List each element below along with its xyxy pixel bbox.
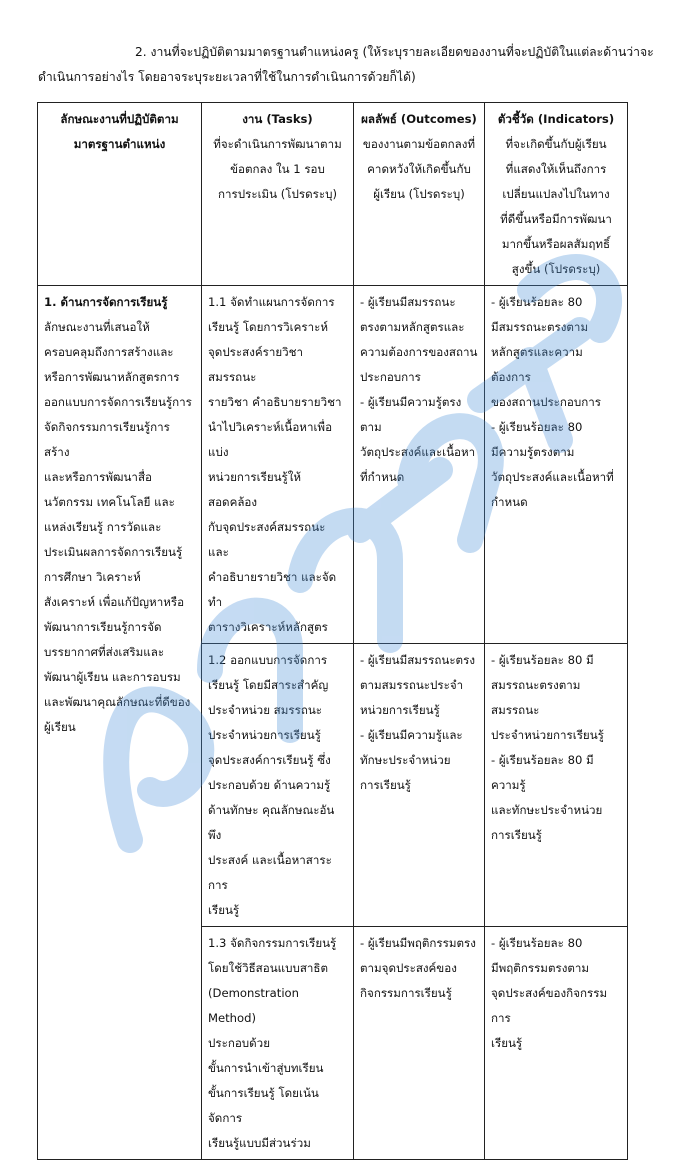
- header-area-title: ลักษณะงานที่ปฏิบัติตาม มาตรฐานตำแหน่ง: [60, 112, 179, 151]
- intro-line-1: 2. งานที่จะปฏิบัติตามมาตรฐานตำแหน่งครู (ให้ระบุรายละเอียดของงานที่จะปฏิบัติในแต่ละด้านว่าจะ: [135, 45, 654, 59]
- area-title: 1. ด้านการจัดการเรียนรู้: [44, 295, 168, 309]
- header-tasks-title: งาน (Tasks): [242, 112, 313, 126]
- header-col-outcomes: [354, 103, 485, 286]
- outcome-cell: - ผู้เรียนมีพฤติกรรมตรง ตามจุดประสงค์ของ กิจกรรมการเรียนรู้: [354, 927, 485, 1160]
- area-cell: [38, 286, 202, 1160]
- indicator-cell: - ผู้เรียนร้อยละ 80 มีสมรรถนะตรงตาม หลักสูตรและความต้องการ ของสถานประกอบการ - ผู้เรียนร้อยละ 80 มีความรู้ตรงตาม วัตถุประสงค์และเนื้อหาที่ กำหนด: [485, 286, 628, 644]
- header-col-area: [38, 103, 202, 286]
- task-cell: 1.1 จัดทำแผนการจัดการ เรียนรู้ โดยการวิเคราะห์ จุดประสงค์รายวิชา สมรรถนะ รายวิชา คำอธิบายรายวิชา นำไปวิเคราะห์เนื้อหาเพื่อแบ่ง หน่วยการเรียนรู้ให้สอดคล้อง กับจุดประสงค์สมรรถนะ และ คำอธิบายรายวิชา และจัดทำ ตารางวิเคราะห์หลักสูตร: [202, 286, 354, 644]
- intro-paragraph: [38, 40, 654, 90]
- header-outcomes-desc: ของงานตามข้อตกลงที่ คาดหวังให้เกิดขึ้นกับ ผู้เรียน (โปรดระบุ): [362, 137, 476, 201]
- header-col-indicators: [485, 103, 628, 286]
- task-cell: 1.3 จัดกิจกรรมการเรียนรู้ โดยใช้วิธีสอนแบบสาธิต (Demonstration Method) ประกอบด้วย ขั้นการนำเข้าสู่บทเรียน ขั้นการเรียนรู้ โดยเน้นจัดการ เรียนรู้แบบมีส่วนร่วม: [202, 927, 354, 1160]
- header-outcomes-title: ผลลัพธ์ (Outcomes): [361, 112, 477, 126]
- header-indicators-title: ตัวชี้วัด (Indicators): [497, 112, 615, 126]
- outcome-cell: - ผู้เรียนมีสมรรถนะ ตรงตามหลักสูตรและ ความต้องการของสถาน ประกอบการ - ผู้เรียนมีความรู้ตรงตาม วัตถุประสงค์และเนื้อหา ที่กำหนด: [354, 286, 485, 644]
- header-col-tasks: [202, 103, 354, 286]
- table-row: [38, 286, 628, 644]
- indicator-cell: - ผู้เรียนร้อยละ 80 มี สมรรถนะตรงตามสมรรถนะ ประจำหน่วยการเรียนรู้ - ผู้เรียนร้อยละ 80 มีความรู้ และทักษะประจำหน่วย การเรียนรู้: [485, 644, 628, 927]
- header-row: [38, 103, 628, 286]
- task-cell: 1.2 ออกแบบการจัดการ เรียนรู้ โดยมีสาระสำคัญ ประจำหน่วย สมรรถนะ ประจำหน่วยการเรียนรู้ จุดประสงค์การเรียนรู้ ซึ่ง ประกอบด้วย ด้านความรู้ ด้านทักษะ คุณลักษณะอันพึง ประสงค์ และเนื้อหาสาระการ เรียนรู้: [202, 644, 354, 927]
- header-indicators-desc: ที่จะเกิดขึ้นกับผู้เรียน ที่แสดงให้เห็นถึงการ เปลี่ยนแปลงไปในทาง ที่ดีขึ้นหรือมีการพัฒนา มากขึ้นหรือผลสัมฤทธิ์ สูงขึ้น (โปรดระบุ): [500, 137, 612, 276]
- area-text: ลักษณะงานที่เสนอให้ ครอบคลุมถึงการสร้างและ หรือการพัฒนาหลักสูตรการ ออกแบบการจัดการเรียนรู้การ จัดกิจกรรมการเรียนรู้การสร้าง และหรือการพัฒนาสื่อ นวัตกรรม เทคโนโลยี และ แหล่งเรียนรู้ การวัดและ ประเมินผลการจัดการเรียนรู้ การศึกษา วิเคราะห์ สังเคราะห์ เพื่อแก้ปัญหาหรือ พัฒนาการเรียนรู้การจัด บรรยากาศที่ส่งเสริมและ พัฒนาผู้เรียน และการอบรม และพัฒนาคุณลักษณะที่ดีของ ผู้เรียน: [44, 320, 192, 734]
- indicator-cell: - ผู้เรียนร้อยละ 80 มีพฤติกรรมตรงตาม จุดประสงค์ของกิจกรรมการ เรียนรู้: [485, 927, 628, 1160]
- intro-line-2: ดำเนินการอย่างไร โดยอาจระบุระยะเวลาที่ใช้ในการดำเนินการด้วยก็ได้): [38, 70, 416, 84]
- standards-table: [37, 102, 628, 1160]
- header-tasks-desc: ที่จะดำเนินการพัฒนาตาม ข้อตกลง ใน 1 รอบ การประเมิน (โปรดระบุ): [213, 137, 342, 201]
- outcome-cell: - ผู้เรียนมีสมรรถนะตรง ตามสมรรถนะประจำ หน่วยการเรียนรู้ - ผู้เรียนมีความรู้และ ทักษะประจำหน่วย การเรียนรู้: [354, 644, 485, 927]
